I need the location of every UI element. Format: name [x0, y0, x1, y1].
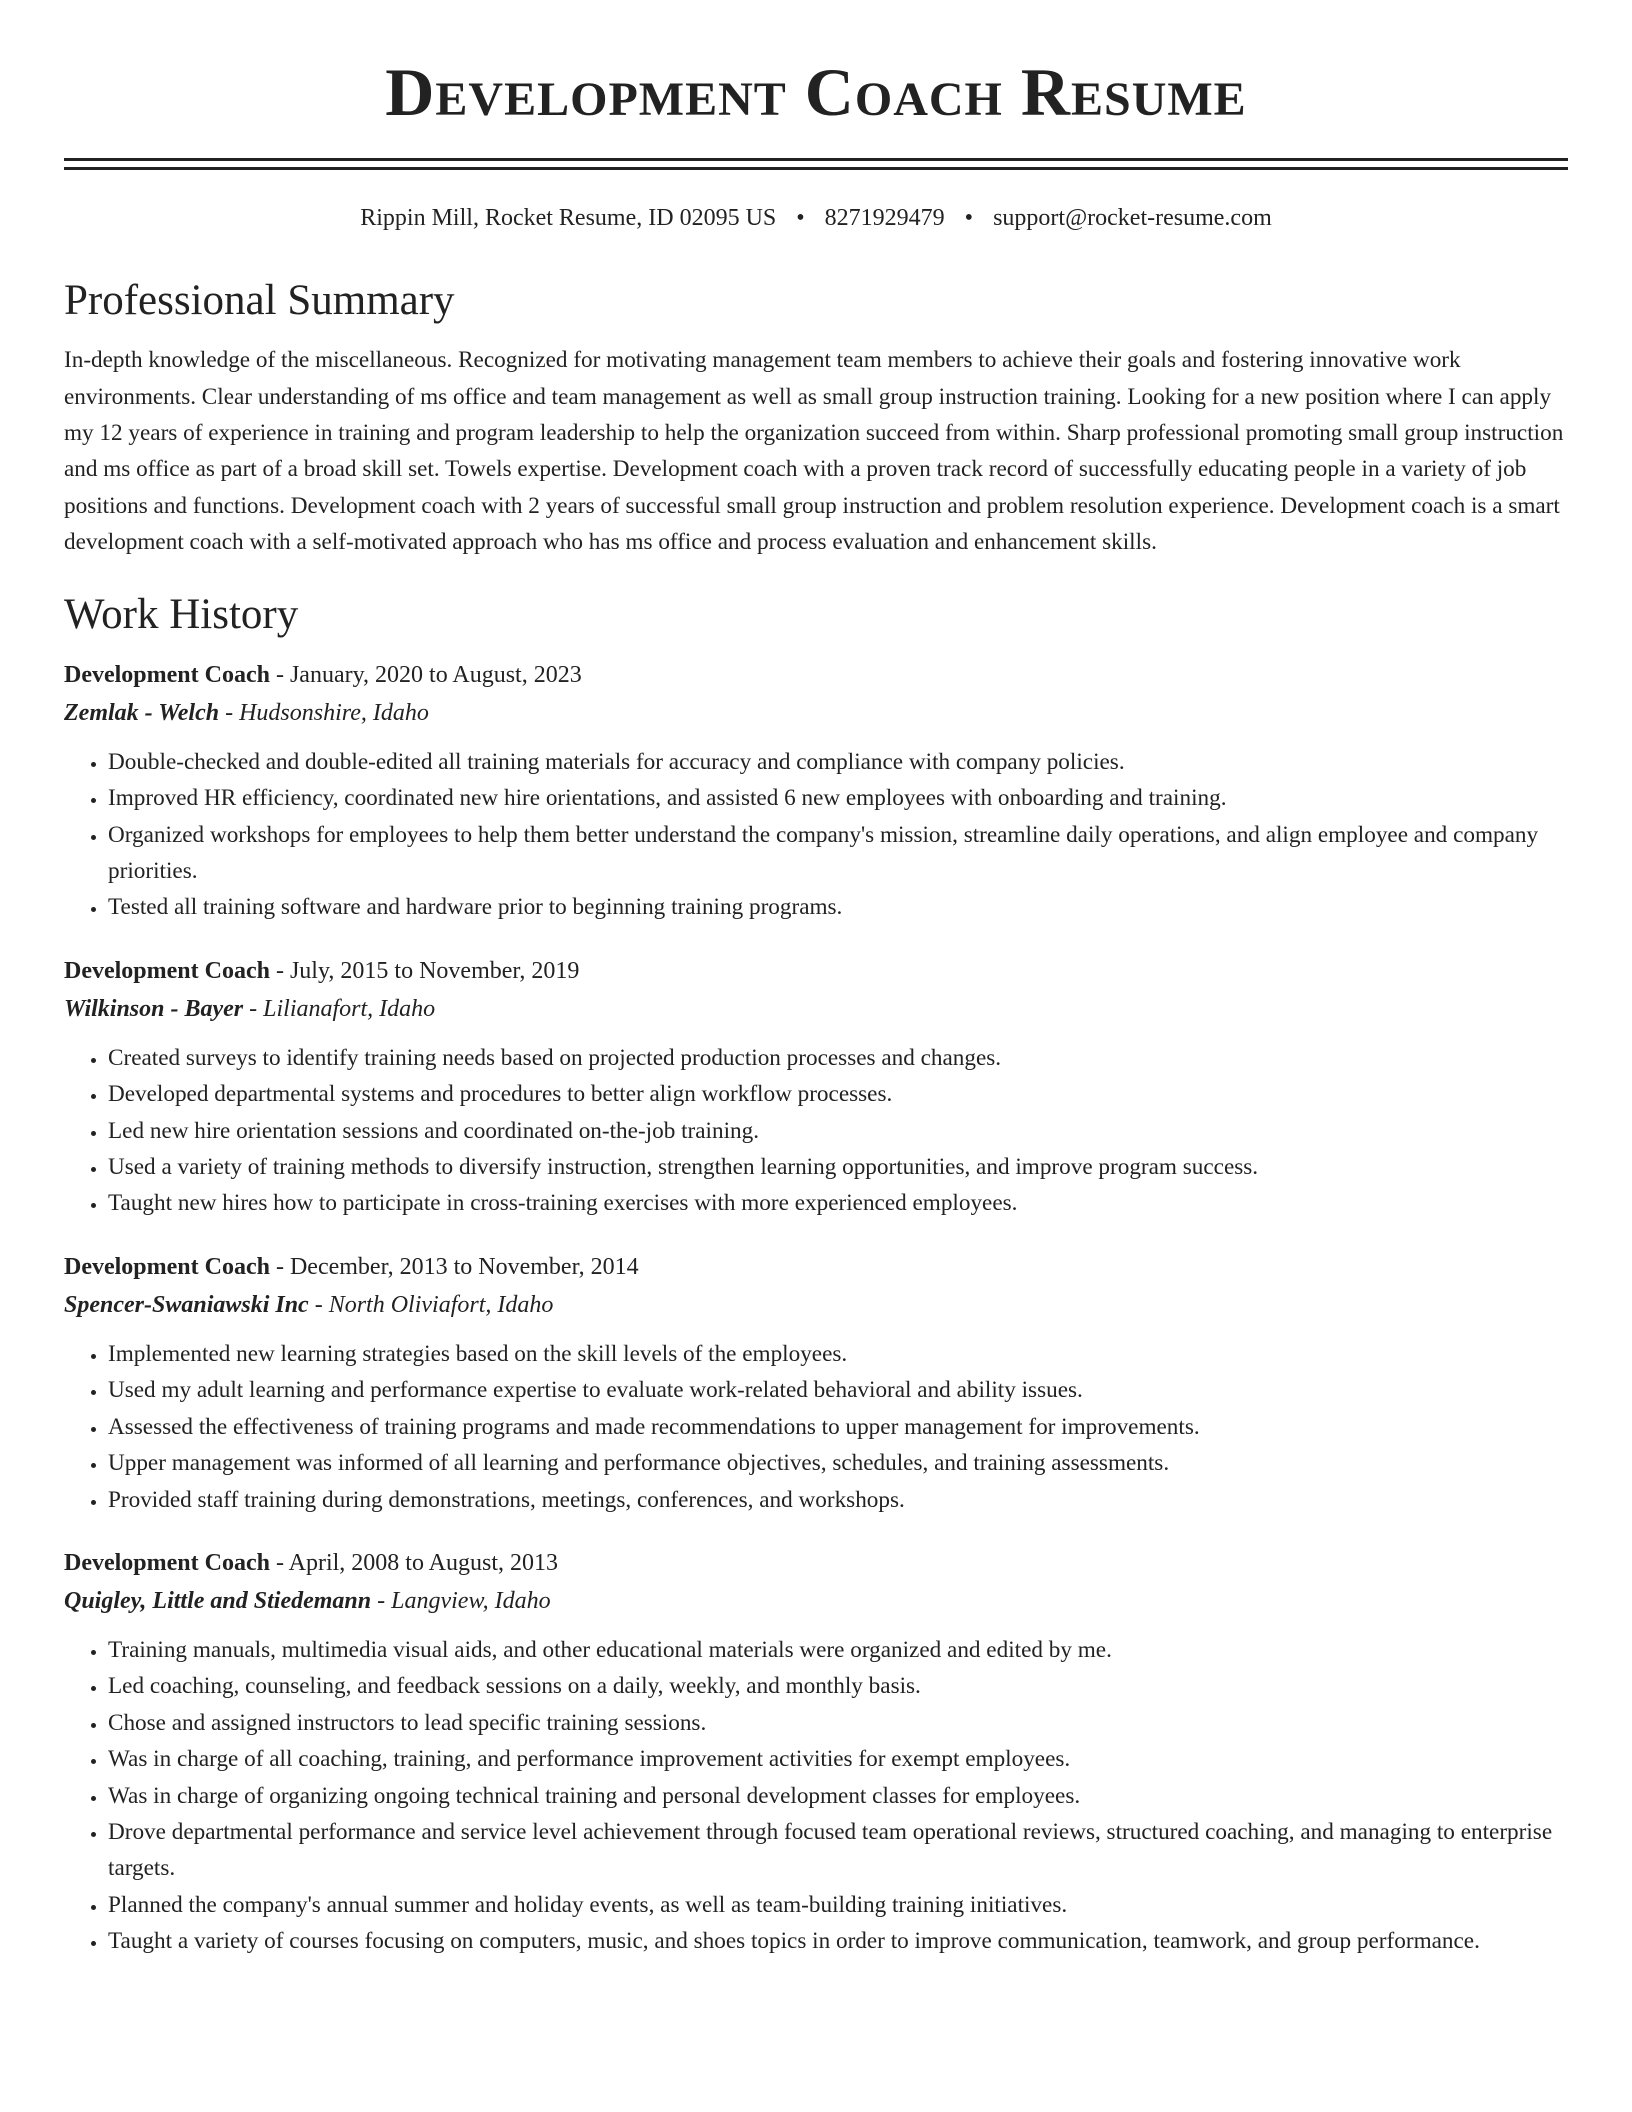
duty-item: • Upper management was informed of all learning and performance objectives, schedules, and training assessments.	[108, 1445, 1568, 1481]
contact-address: Rippin Mill, Rocket Resume, ID 02095 US	[360, 205, 777, 231]
job-company: Wilkinson - Bayer	[64, 995, 244, 1022]
summary-text: In-depth knowledge of the miscellaneous. Recognized for motivating management team members to achieve their goals and fostering innovative work environments. Clear understanding of ms office and team management as well as small group instruction training. Looking for a new position where I can apply my 12 years of experience in training and program leadership to help the organization succeed from within. Sharp professional promoting small group instruction and ms office as part of a broad skill set. Towels expertise. Development coach with a proven track record of successfully educating people in a variety of job positions and functions. Development coach with 2 years of successful small group instruction and problem resolution experience. Development coach is a smart development coach with a self-motivated approach who has ms office and process evaluation and enhancement skills.	[64, 347, 1564, 556]
duty-item: • Chose and assigned instructors to lead specific training sessions.	[108, 1705, 1568, 1741]
job-location: - North Oliviafort, Idaho	[308, 1291, 554, 1318]
job-duties	[64, 1336, 1568, 1518]
job-title: Development Coach	[64, 661, 270, 688]
work-history-heading: Work History	[64, 590, 299, 638]
divider-line-top	[64, 158, 1568, 161]
duty-item: • Improved HR efficiency, coordinated new hire orientations, and assisted 6 new employees with onboarding and training.	[108, 780, 1568, 816]
job-header	[64, 952, 1568, 990]
job-title: Development Coach	[64, 957, 270, 984]
job-entry	[64, 656, 1568, 926]
duty-item: • Used a variety of training methods to diversify instruction, strengthen learning opportunities, and improve program success.	[108, 1149, 1568, 1185]
duty-item: • Was in charge of organizing ongoing technical training and personal development classes for employees.	[108, 1778, 1568, 1814]
job-dates: - January, 2020 to August, 2023	[269, 661, 582, 688]
contact-email: support@rocket-resume.com	[993, 205, 1272, 231]
job-company: Spencer-Swaniawski Inc	[64, 1291, 309, 1318]
job-location: - Langview, Idaho	[371, 1587, 551, 1614]
job-dates: - April, 2008 to August, 2013	[269, 1549, 558, 1576]
job-company: Zemlak - Welch	[64, 699, 220, 726]
contact-line	[64, 204, 1568, 233]
duty-item: • Drove departmental performance and service level achievement through focused team operational reviews, structured coaching, and managing to enterprise targets.	[108, 1814, 1568, 1887]
resume-title: Development Coach Resume	[385, 54, 1247, 130]
contact-separator: •	[796, 205, 805, 231]
duty-item: • Training manuals, multimedia visual aids, and other educational materials were organized and edited by me.	[108, 1632, 1568, 1668]
duty-item: • Provided staff training during demonstrations, meetings, conferences, and workshops.	[108, 1482, 1568, 1518]
contact-phone: 8271929479	[824, 205, 945, 231]
job-header	[64, 656, 1568, 694]
job-company-line	[64, 990, 1568, 1028]
job-company-line	[64, 694, 1568, 732]
duty-item: • Double-checked and double-edited all training materials for accuracy and compliance with company policies.	[108, 744, 1568, 780]
job-company: Quigley, Little and Stiedemann	[64, 1587, 372, 1614]
job-header	[64, 1248, 1568, 1286]
duty-item: • Taught new hires how to participate in cross-training exercises with more experienced employees.	[108, 1185, 1568, 1221]
divider-line-bottom	[64, 167, 1568, 170]
duty-item: • Tested all training software and hardware prior to beginning training programs.	[108, 889, 1568, 925]
job-dates: - December, 2013 to November, 2014	[269, 1253, 639, 1280]
job-duties	[64, 1632, 1568, 1960]
duty-item: • Organized workshops for employees to help them better understand the company's mission, streamline daily operations, and align employee and company priorities.	[108, 817, 1568, 890]
job-entry	[64, 952, 1568, 1222]
summary-heading: Professional Summary	[64, 276, 455, 324]
job-company-line	[64, 1286, 1568, 1324]
duty-item: • Used my adult learning and performance expertise to evaluate work-related behavioral and ability issues.	[108, 1372, 1568, 1408]
job-entry	[64, 1544, 1568, 1960]
job-duties	[64, 744, 1568, 926]
duty-item: • Planned the company's annual summer and holiday events, as well as team-building training initiatives.	[108, 1887, 1568, 1923]
duty-item: • Implemented new learning strategies based on the skill levels of the employees.	[108, 1336, 1568, 1372]
duty-item: • Developed departmental systems and procedures to better align workflow processes.	[108, 1076, 1568, 1112]
duty-item: • Led coaching, counseling, and feedback sessions on a daily, weekly, and monthly basis.	[108, 1668, 1568, 1704]
job-title: Development Coach	[64, 1253, 270, 1280]
job-title: Development Coach	[64, 1549, 270, 1576]
title-divider	[64, 158, 1568, 170]
duty-item: • Assessed the effectiveness of training programs and made recommendations to upper management for improvements.	[108, 1409, 1568, 1445]
job-location: - Hudsonshire, Idaho	[219, 699, 429, 726]
duty-item: • Led new hire orientation sessions and coordinated on-the-job training.	[108, 1113, 1568, 1149]
job-header	[64, 1544, 1568, 1582]
job-company-line	[64, 1582, 1568, 1620]
job-location: - Lilianafort, Idaho	[243, 995, 436, 1022]
job-duties	[64, 1040, 1568, 1222]
job-entry	[64, 1248, 1568, 1518]
work-history-list	[64, 656, 1568, 1960]
contact-separator: •	[964, 205, 974, 231]
duty-item: • Taught a variety of courses focusing on computers, music, and shoes topics in order to improve communication, teamwork, and group performance.	[108, 1923, 1568, 1959]
job-dates: - July, 2015 to November, 2019	[269, 957, 580, 984]
duty-item: • Created surveys to identify training needs based on projected production processes and changes.	[108, 1040, 1568, 1076]
duty-item: • Was in charge of all coaching, training, and performance improvement activities for exempt employees.	[108, 1741, 1568, 1777]
